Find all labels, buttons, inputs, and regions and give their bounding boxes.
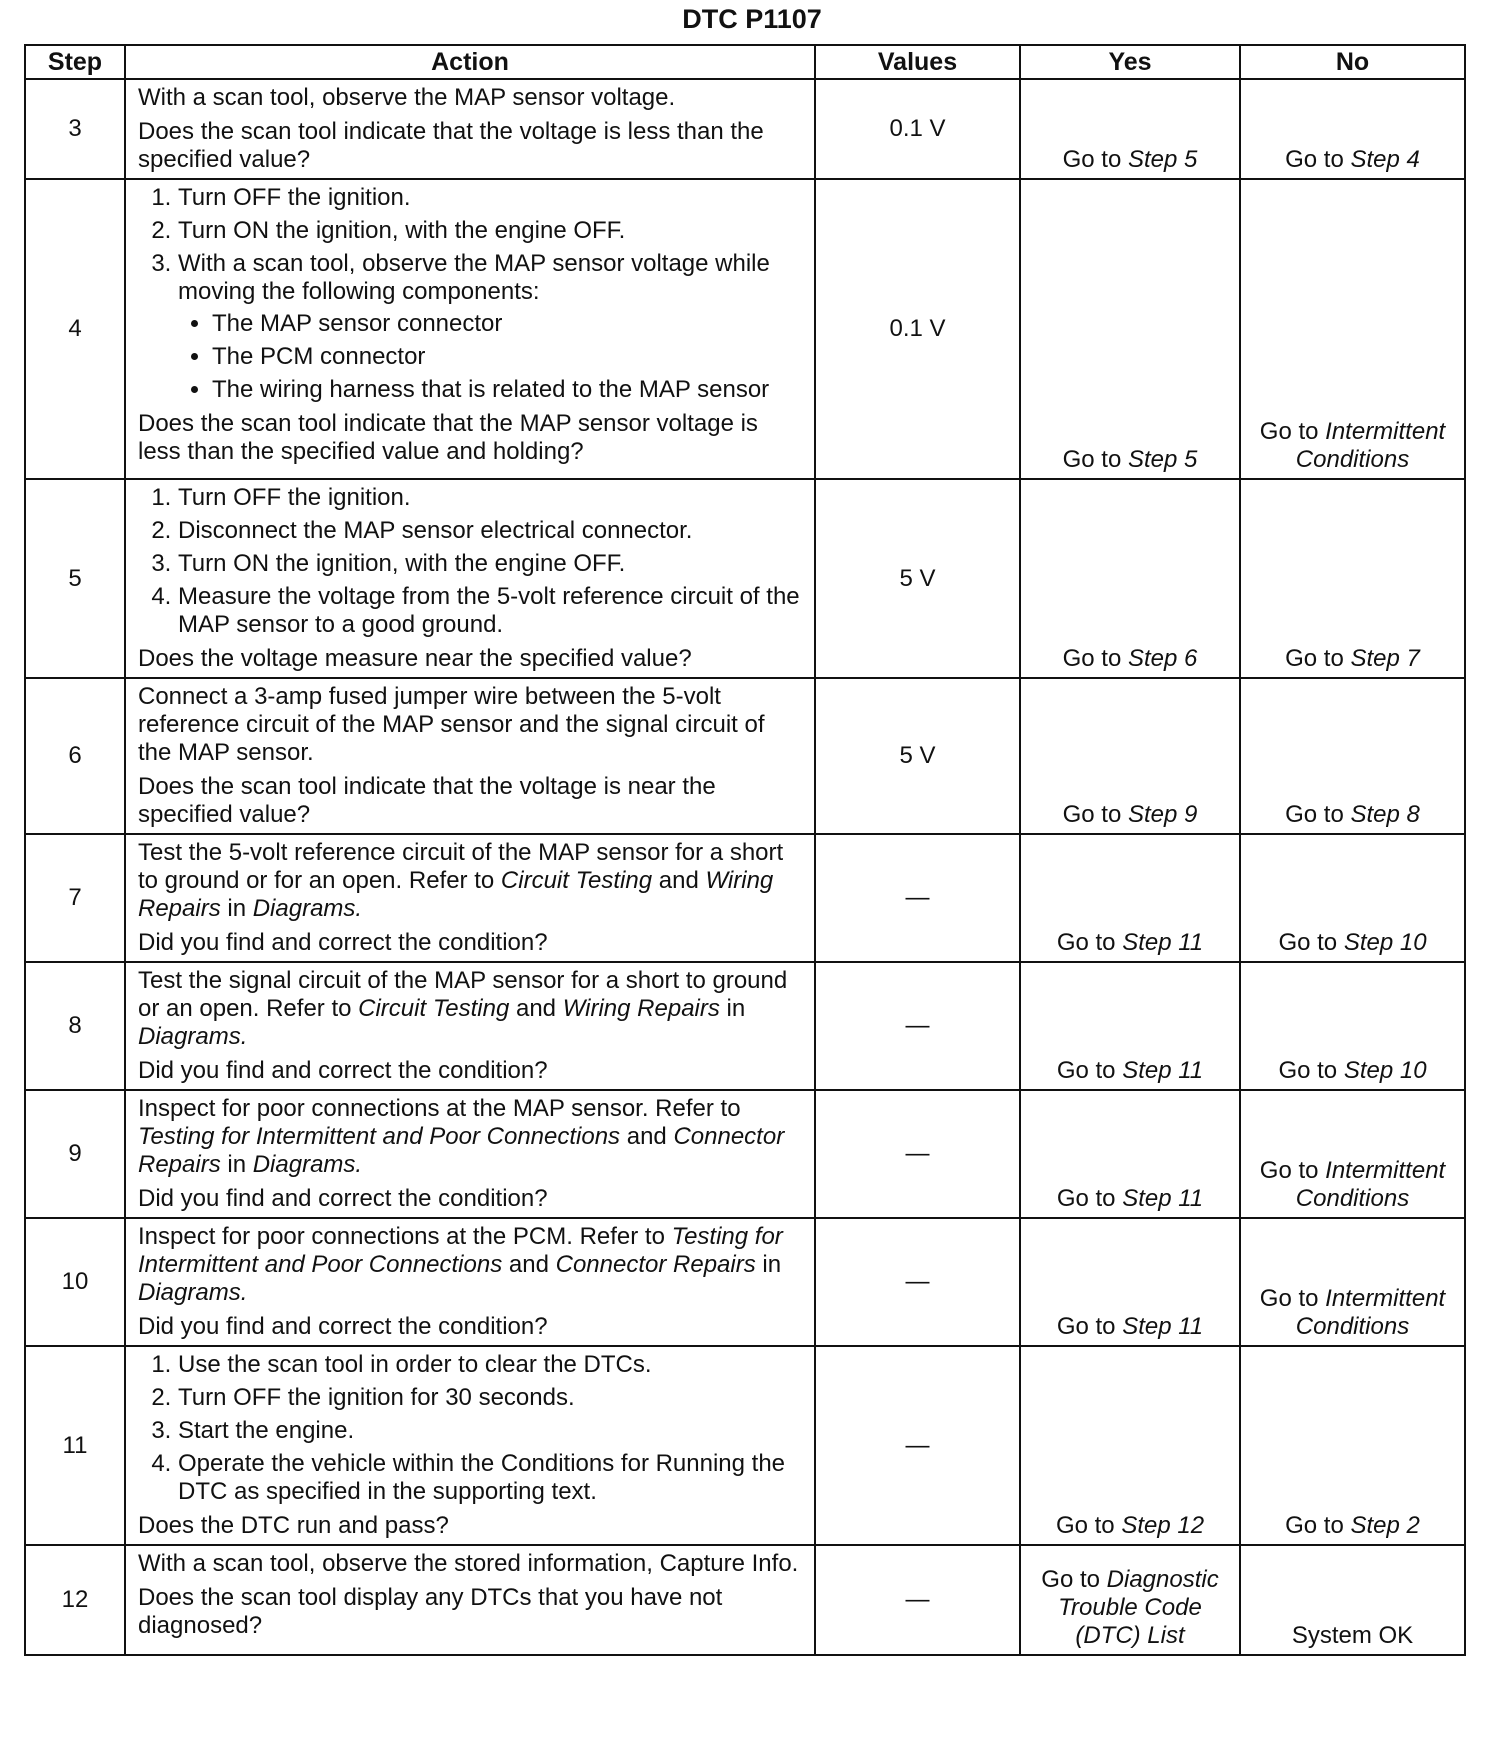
step-number: 7 — [25, 834, 125, 962]
header-no: No — [1240, 45, 1465, 79]
no-prefix: Go to — [1259, 418, 1326, 445]
no-reference: Step 10 — [1343, 1057, 1427, 1084]
yes-reference: Step 9 — [1127, 801, 1198, 828]
step-number: 3 — [25, 79, 125, 179]
step-number: 5 — [25, 479, 125, 678]
action-question: Did you find and correct the condition? — [138, 1313, 548, 1340]
reference-text: Connector Repairs — [555, 1251, 756, 1278]
procedure-list — [138, 1351, 802, 1506]
procedure-item: 3. Turn ON the ignition, with the engine OFF. — [178, 550, 802, 578]
header-step: Step — [25, 45, 125, 79]
yes-prefix: Go to — [1062, 645, 1128, 672]
no-prefix: Go to — [1285, 1512, 1351, 1539]
action-cell — [125, 1218, 815, 1346]
yes-reference: Step 5 — [1127, 446, 1198, 473]
no-prefix: Go to — [1285, 146, 1351, 173]
no-cell — [1240, 1346, 1465, 1545]
action-cell — [125, 1090, 815, 1218]
yes-cell — [1020, 1218, 1240, 1346]
no-cell — [1240, 678, 1465, 834]
action-question: Does the scan tool indicate that the voltage is near the specified value? — [138, 773, 716, 828]
reference-text: Diagrams. — [138, 1279, 248, 1306]
step-number: 4 — [25, 179, 125, 479]
yes-prefix: Go to — [1062, 801, 1128, 828]
reference-text: Circuit Testing — [358, 995, 510, 1022]
no-prefix: Go to — [1259, 1285, 1326, 1312]
yes-reference: Step 11 — [1122, 1185, 1204, 1212]
table-row — [25, 1346, 1465, 1545]
procedure-item: 2. Disconnect the MAP sensor electrical connector. — [178, 517, 802, 545]
value-cell: — — [815, 1545, 1020, 1655]
text-run: in — [755, 1251, 782, 1278]
text-run: Inspect for poor connections at the MAP sensor. Refer to — [138, 1095, 741, 1122]
header-row — [25, 45, 1465, 79]
reference-text: Testing for Intermittent and Poor Connections — [138, 1123, 621, 1150]
action-text: Connect a 3-amp fused jumper wire between the 5-volt reference circuit of the MAP sensor and the signal circuit of the MAP sensor. — [138, 683, 765, 766]
action-cell — [125, 79, 815, 179]
yes-cell — [1020, 962, 1240, 1090]
action-question: Does the DTC run and pass? — [138, 1512, 449, 1539]
step-number: 8 — [25, 962, 125, 1090]
yes-reference: Step 12 — [1121, 1512, 1205, 1539]
component-item: • The MAP sensor connector — [212, 310, 802, 338]
action-text — [138, 839, 802, 923]
value-cell: — — [815, 1218, 1020, 1346]
reference-text: Diagrams. — [252, 895, 363, 922]
no-cell — [1240, 179, 1465, 479]
text-run: and — [652, 867, 706, 894]
header-yes: Yes — [1020, 45, 1240, 79]
action-question: Did you find and correct the condition? — [138, 929, 548, 956]
step-number: 9 — [25, 1090, 125, 1218]
no-reference: Step 10 — [1343, 929, 1427, 956]
action-cell — [125, 962, 815, 1090]
procedure-item: 4. Operate the vehicle within the Conditions for Running the DTC as specified in the supporting text. — [178, 1450, 802, 1506]
action-cell — [125, 1346, 815, 1545]
text-run: and — [509, 995, 563, 1022]
action-cell — [125, 479, 815, 678]
yes-cell — [1020, 678, 1240, 834]
value-cell: — — [815, 962, 1020, 1090]
reference-text: Circuit Testing — [500, 867, 653, 894]
no-cell — [1240, 962, 1465, 1090]
step-number: 6 — [25, 678, 125, 834]
reference-text: Connector Repairs — [138, 1123, 785, 1178]
table-row — [25, 179, 1465, 479]
no-text: System OK — [1291, 1622, 1414, 1649]
no-prefix: Go to — [1285, 801, 1351, 828]
step-number: 10 — [25, 1218, 125, 1346]
no-prefix: Go to — [1259, 1157, 1326, 1184]
procedure-item: 3. With a scan tool, observe the MAP sensor voltage while moving the following components: • The MAP sensor connector • The PCM connector • The wiring harness that is related to the MAP sensor — [178, 250, 802, 404]
no-reference: Step 7 — [1350, 645, 1420, 672]
text-run: and — [620, 1123, 674, 1150]
text-run: Test the signal circuit of the MAP sensor for a short to ground or an open. Refer to — [138, 967, 788, 1022]
yes-prefix: Go to — [1056, 1313, 1123, 1340]
yes-cell — [1020, 1346, 1240, 1545]
no-cell — [1240, 1218, 1465, 1346]
page-title: DTC P1107 — [682, 4, 822, 34]
action-question: Does the scan tool indicate that the voltage is less than the specified value? — [138, 118, 764, 173]
no-cell — [1240, 1545, 1465, 1655]
component-item: • The wiring harness that is related to the MAP sensor — [212, 376, 802, 404]
value-cell: — — [815, 1346, 1020, 1545]
value-cell: 0.1 V — [815, 79, 1020, 179]
no-prefix: Go to — [1278, 929, 1344, 956]
no-reference: Step 4 — [1350, 146, 1420, 173]
no-reference: Step 8 — [1350, 801, 1420, 828]
action-text — [138, 967, 802, 1051]
header-values: Values — [815, 45, 1020, 79]
yes-prefix: Go to — [1056, 1057, 1123, 1084]
procedure-item: 3. Start the engine. — [178, 1417, 802, 1445]
action-text — [138, 1095, 802, 1179]
step-number: 11 — [25, 1346, 125, 1545]
action-cell — [125, 678, 815, 834]
action-question: Does the scan tool indicate that the MAP sensor voltage is less than the specified value and holding? — [138, 410, 758, 465]
yes-prefix: Go to — [1055, 1512, 1122, 1539]
no-prefix: Go to — [1278, 1057, 1344, 1084]
reference-text: Testing for Intermittent and Poor Connections — [138, 1223, 783, 1278]
reference-text: Wiring Repairs — [562, 995, 720, 1022]
procedure-list — [138, 484, 802, 639]
no-reference: Intermittent Conditions — [1295, 1157, 1446, 1212]
action-cell — [125, 179, 815, 479]
text-run: Test the 5-volt reference circuit of the MAP sensor for a short to ground or for an open. Refer to — [138, 839, 784, 894]
table-row — [25, 962, 1465, 1090]
action-question: Did you find and correct the condition? — [138, 1057, 548, 1084]
yes-cell — [1020, 834, 1240, 962]
yes-prefix: Go to — [1056, 929, 1123, 956]
yes-prefix: Go to — [1041, 1566, 1107, 1593]
yes-cell — [1020, 79, 1240, 179]
action-question: Did you find and correct the condition? — [138, 1185, 548, 1212]
no-cell — [1240, 479, 1465, 678]
no-cell — [1240, 834, 1465, 962]
action-cell — [125, 834, 815, 962]
table-row — [25, 1545, 1465, 1655]
no-prefix: Go to — [1285, 645, 1351, 672]
procedure-list — [138, 184, 802, 404]
reference-text: Diagrams. — [138, 1023, 248, 1050]
text-run: in — [220, 1151, 253, 1178]
component-item: • The PCM connector — [212, 343, 802, 371]
value-cell: 0.1 V — [815, 179, 1020, 479]
action-question: Does the voltage measure near the specified value? — [138, 645, 692, 672]
value-cell: — — [815, 834, 1020, 962]
no-reference: Intermittent Conditions — [1295, 418, 1446, 473]
action-cell — [125, 1545, 815, 1655]
yes-cell — [1020, 179, 1240, 479]
yes-reference: Step 11 — [1122, 1057, 1204, 1084]
value-cell: 5 V — [815, 678, 1020, 834]
no-reference: Intermittent Conditions — [1295, 1285, 1446, 1340]
no-cell — [1240, 1090, 1465, 1218]
procedure-item: 1. Turn OFF the ignition. — [178, 184, 802, 212]
dtc-table — [24, 44, 1466, 1656]
procedure-item: 4. Measure the voltage from the 5-volt reference circuit of the MAP sensor to a good ground. — [178, 583, 802, 639]
header-action: Action — [125, 45, 815, 79]
procedure-item: 2. Turn ON the ignition, with the engine OFF. — [178, 217, 802, 245]
reference-text: Wiring Repairs — [138, 867, 774, 922]
text-run: in — [719, 995, 746, 1022]
step-number: 12 — [25, 1545, 125, 1655]
action-text: With a scan tool, observe the MAP sensor voltage. — [138, 84, 676, 111]
action-text — [138, 1223, 802, 1307]
no-cell — [1240, 79, 1465, 179]
yes-reference: Diagnostic Trouble Code (DTC) List — [1058, 1566, 1219, 1649]
yes-prefix: Go to — [1062, 446, 1128, 473]
procedure-item: 1. Turn OFF the ignition. — [178, 484, 802, 512]
reference-text: Diagrams. — [252, 1151, 363, 1178]
action-text: With a scan tool, observe the stored information, Capture Info. — [138, 1550, 799, 1577]
yes-reference: Step 5 — [1127, 146, 1198, 173]
table-row — [25, 834, 1465, 962]
no-reference: Step 2 — [1350, 1512, 1420, 1539]
table-row — [25, 678, 1465, 834]
yes-reference: Step 11 — [1122, 929, 1204, 956]
component-list — [178, 310, 802, 404]
table-row — [25, 1218, 1465, 1346]
text-run: in — [220, 895, 253, 922]
table-row — [25, 1090, 1465, 1218]
yes-cell — [1020, 1090, 1240, 1218]
yes-reference: Step 6 — [1127, 645, 1198, 672]
yes-prefix: Go to — [1056, 1185, 1123, 1212]
table-row — [25, 79, 1465, 179]
procedure-item: 1. Use the scan tool in order to clear the DTCs. — [178, 1351, 802, 1379]
procedure-item: 2. Turn OFF the ignition for 30 seconds. — [178, 1384, 802, 1412]
yes-cell — [1020, 479, 1240, 678]
value-cell: — — [815, 1090, 1020, 1218]
text-run: Inspect for poor connections at the PCM. Refer to — [138, 1223, 672, 1250]
text-run: and — [502, 1251, 556, 1278]
yes-reference: Step 11 — [1122, 1313, 1204, 1340]
yes-cell — [1020, 1545, 1240, 1655]
yes-prefix: Go to — [1062, 146, 1128, 173]
table-row — [25, 479, 1465, 678]
action-question: Does the scan tool display any DTCs that you have not diagnosed? — [138, 1584, 723, 1639]
value-cell: 5 V — [815, 479, 1020, 678]
